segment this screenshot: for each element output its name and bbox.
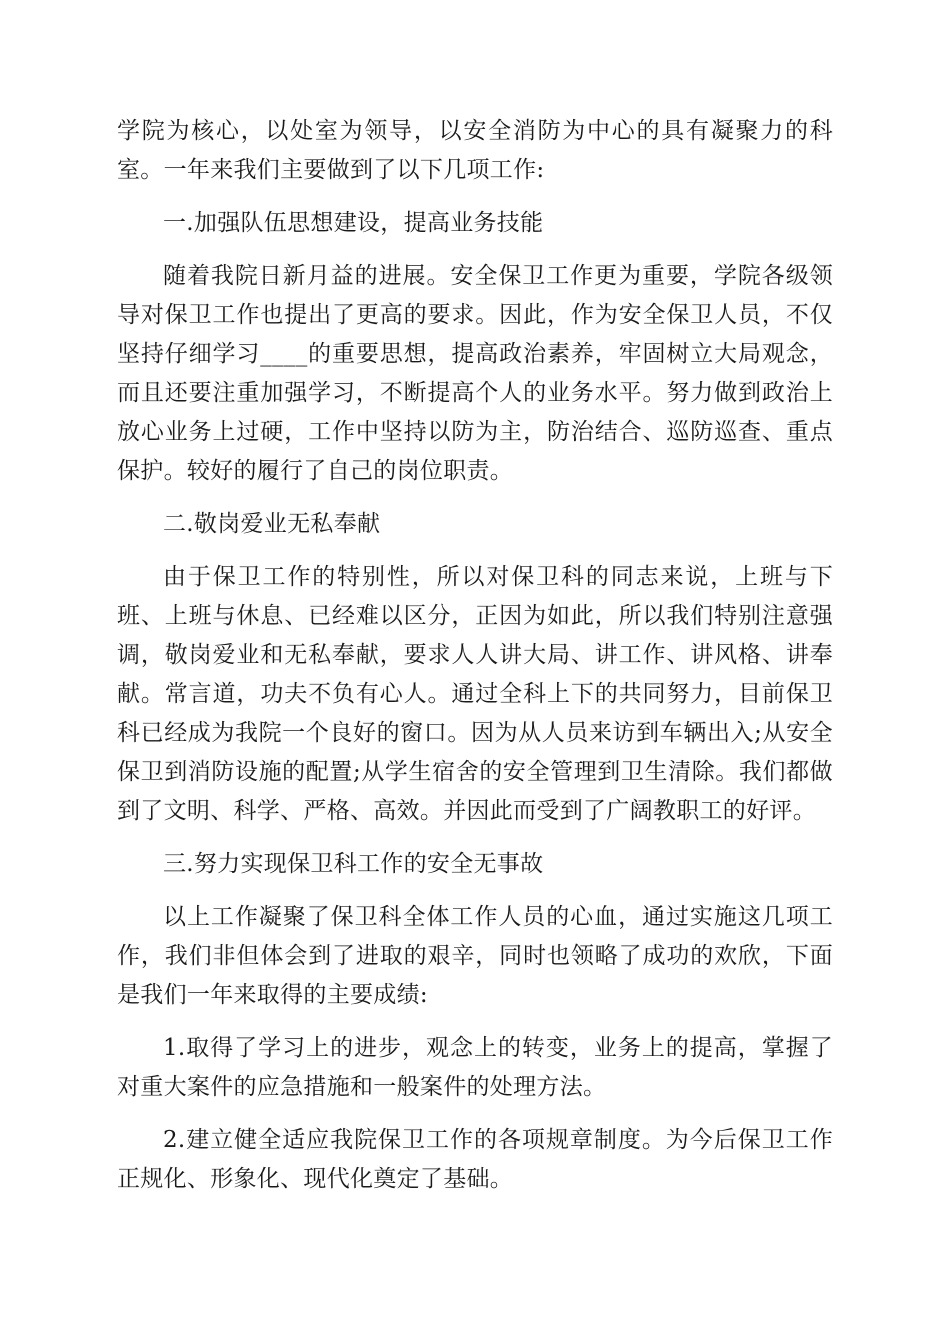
section-body-1: 随着我院日新月益的进展。安全保卫工作更为重要，学院各级领导对保卫工作也提出了更高的要求。因此，作为安全保卫人员，不仅坚持仔细学习____的重要思想，提高政治素养，牢固树立大局观念，而且还要注重加强学习，不断提高个人的业务水平。努力做到政治上放心业务上过硬，工作中坚持以防为主，防治结合、巡防巡查、重点保护。较好的履行了自己的岗位职责。 [117,263,833,484]
section-heading-1: 一.加强队伍思想建设，提高业务技能 [163,210,544,236]
intro-paragraph: 学院为核心，以处室为领导，以安全消防为中心的具有凝聚力的科室。一年来我们主要做到了以下几项工作: [117,118,833,183]
section-heading-3: 三.努力实现保卫科工作的安全无事故 [163,851,544,877]
section-body-2: 由于保卫工作的特别性，所以对保卫科的同志来说，上班与下班、上班与休息、已经难以区分，正因为如此，所以我们特别注意强调，敬岗爱业和无私奉献，要求人人讲大局、讲工作、讲风格、讲奉献。常言道，功夫不负有心人。通过全科上下的共同努力，目前保卫科已经成为我院一个良好的窗口。因为从人员来访到车辆出入;从安全保卫到消防设施的配置;从学生宿舍的安全管理到卫生清除。我们都做到了文明、科学、严格、高效。并因此而受到了广阔教职工的好评。 [117,564,833,824]
section-heading-2: 二.敬岗爱业无私奉献 [163,511,381,537]
achievement-item-1: 1.取得了学习上的进步，观念上的转变，业务上的提高，掌握了对重大案件的应急措施和一般案件的处理方法。 [117,1035,833,1100]
section-body-3: 以上工作凝聚了保卫科全体工作人员的心血，通过实施这几项工作，我们非但体会到了进取的艰辛，同时也领略了成功的欢欣，下面是我们一年来取得的主要成绩: [117,904,833,1008]
document-page [117,112,833,1199]
achievement-item-2: 2.建立健全适应我院保卫工作的各项规章制度。为今后保卫工作正规化、形象化、现代化奠定了基础。 [117,1127,833,1192]
